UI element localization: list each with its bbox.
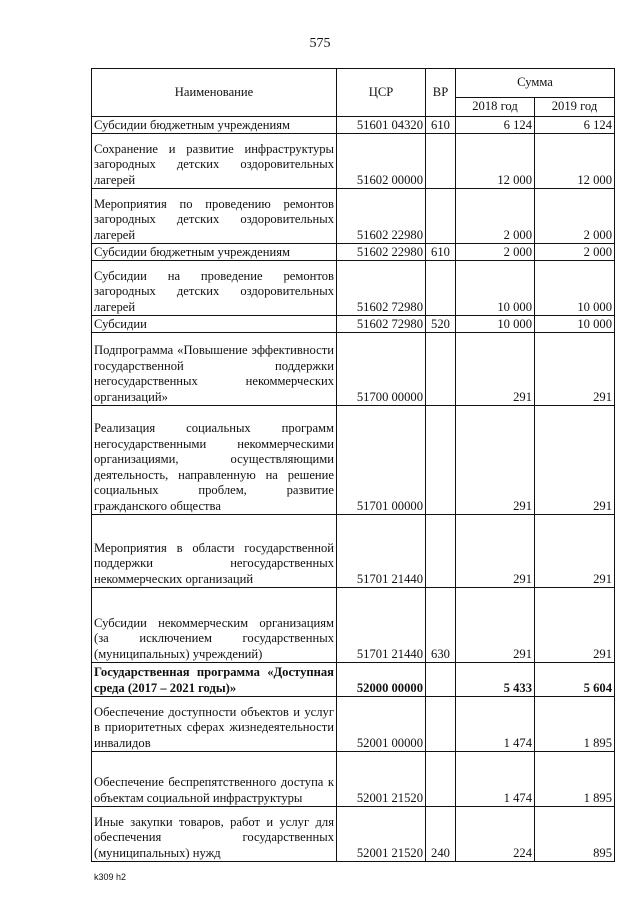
cell-csr: 51602 22980 xyxy=(337,189,426,244)
table-row xyxy=(92,189,615,244)
cell-2018: 5 433 xyxy=(456,663,535,697)
cell-2019: 291 xyxy=(535,333,615,406)
table-row xyxy=(92,333,615,406)
cell-2018: 291 xyxy=(456,406,535,515)
cell-vr xyxy=(426,752,456,807)
cell-2019: 2 000 xyxy=(535,189,615,244)
footer-code: k309 h2 xyxy=(94,872,127,882)
cell-name: Мероприятия в области государственной поддержки негосударственных некоммерческих организаций xyxy=(92,515,337,588)
cell-2019: 291 xyxy=(535,406,615,515)
cell-name: Субсидии бюджетным учреждениям xyxy=(92,117,337,134)
header-sum: Сумма xyxy=(456,69,615,98)
cell-csr: 51701 21440 xyxy=(337,515,426,588)
cell-vr: 240 xyxy=(426,807,456,862)
cell-csr: 51701 21440 xyxy=(337,588,426,663)
cell-2018: 1 474 xyxy=(456,697,535,752)
cell-name: Субсидии бюджетным учреждениям xyxy=(92,244,337,261)
table-row xyxy=(92,752,615,807)
cell-name: Сохранение и развитие инфраструктуры загородных детских оздоровительных лагерей xyxy=(92,134,337,189)
cell-csr: 52001 00000 xyxy=(337,697,426,752)
cell-2019: 291 xyxy=(535,515,615,588)
cell-name: Подпрограмма «Повышение эффективности государственной поддержки негосударственных некоммерческих организаций» xyxy=(92,333,337,406)
cell-2018: 2 000 xyxy=(456,189,535,244)
cell-2019: 6 124 xyxy=(535,117,615,134)
cell-vr: 610 xyxy=(426,244,456,261)
cell-2018: 2 000 xyxy=(456,244,535,261)
cell-name: Государственная программа «Доступная среда (2017 – 2021 годы)» xyxy=(92,663,337,697)
cell-2018: 224 xyxy=(456,807,535,862)
cell-vr xyxy=(426,697,456,752)
page-number: 575 xyxy=(309,36,331,51)
cell-name: Субсидии на проведение ремонтов загородных детских оздоровительных лагерей xyxy=(92,261,337,316)
cell-csr: 52001 21520 xyxy=(337,807,426,862)
table-row xyxy=(92,316,615,333)
cell-name: Иные закупки товаров, работ и услуг для обеспечения государственных (муниципальных) нужд xyxy=(92,807,337,862)
header-name: Наименование xyxy=(92,69,337,117)
cell-name: Обеспечение доступности объектов и услуг в приоритетных сферах жизнедеятельности инвалидов xyxy=(92,697,337,752)
cell-2018: 291 xyxy=(456,515,535,588)
cell-2019: 10 000 xyxy=(535,316,615,333)
cell-2019: 2 000 xyxy=(535,244,615,261)
cell-csr: 52000 00000 xyxy=(337,663,426,697)
cell-name: Мероприятия по проведению ремонтов загородных детских оздоровительных лагерей xyxy=(92,189,337,244)
cell-csr: 52001 21520 xyxy=(337,752,426,807)
cell-vr xyxy=(426,406,456,515)
cell-csr: 51602 72980 xyxy=(337,261,426,316)
cell-2018: 6 124 xyxy=(456,117,535,134)
cell-2018: 291 xyxy=(456,333,535,406)
cell-2018: 10 000 xyxy=(456,316,535,333)
cell-vr xyxy=(426,189,456,244)
header-csr: ЦСР xyxy=(337,69,426,117)
header-year-2019: 2019 год xyxy=(535,98,615,117)
cell-2019: 291 xyxy=(535,588,615,663)
cell-csr: 51700 00000 xyxy=(337,333,426,406)
cell-csr: 51601 04320 xyxy=(337,117,426,134)
cell-vr xyxy=(426,515,456,588)
cell-vr: 520 xyxy=(426,316,456,333)
cell-2018: 12 000 xyxy=(456,134,535,189)
cell-2019: 10 000 xyxy=(535,261,615,316)
cell-name: Субсидии некоммерческим организациям (за исключением государственных (муниципальных) учреждений) xyxy=(92,588,337,663)
cell-2018: 291 xyxy=(456,588,535,663)
table-row xyxy=(92,807,615,862)
table-row xyxy=(92,406,615,515)
table-row xyxy=(92,117,615,134)
header-year-2018: 2018 год xyxy=(456,98,535,117)
cell-vr: 630 xyxy=(426,588,456,663)
budget-table xyxy=(91,68,615,862)
cell-csr: 51602 22980 xyxy=(337,244,426,261)
cell-name: Субсидии xyxy=(92,316,337,333)
table-row xyxy=(92,261,615,316)
cell-vr xyxy=(426,261,456,316)
cell-vr xyxy=(426,663,456,697)
cell-name: Обеспечение беспрепятственного доступа к объектам социальной инфраструктуры xyxy=(92,752,337,807)
cell-2019: 1 895 xyxy=(535,697,615,752)
cell-2019: 895 xyxy=(535,807,615,862)
table-row xyxy=(92,134,615,189)
table-row xyxy=(92,588,615,663)
cell-csr: 51602 72980 xyxy=(337,316,426,333)
cell-csr: 51701 00000 xyxy=(337,406,426,515)
cell-2019: 12 000 xyxy=(535,134,615,189)
cell-2018: 1 474 xyxy=(456,752,535,807)
cell-csr: 51602 00000 xyxy=(337,134,426,189)
cell-2018: 10 000 xyxy=(456,261,535,316)
table-body xyxy=(92,117,615,862)
table-row xyxy=(92,697,615,752)
cell-vr: 610 xyxy=(426,117,456,134)
cell-name: Реализация социальных программ негосударственными некоммерческими организациями, осуществляющими деятельность, направленную на решение социальных проблем, развитие гражданского общества xyxy=(92,406,337,515)
table-row xyxy=(92,515,615,588)
table-row xyxy=(92,663,615,697)
cell-vr xyxy=(426,333,456,406)
cell-2019: 1 895 xyxy=(535,752,615,807)
cell-vr xyxy=(426,134,456,189)
table-row xyxy=(92,244,615,261)
table-header xyxy=(92,69,615,117)
cell-2019: 5 604 xyxy=(535,663,615,697)
header-vr: ВР xyxy=(426,69,456,117)
